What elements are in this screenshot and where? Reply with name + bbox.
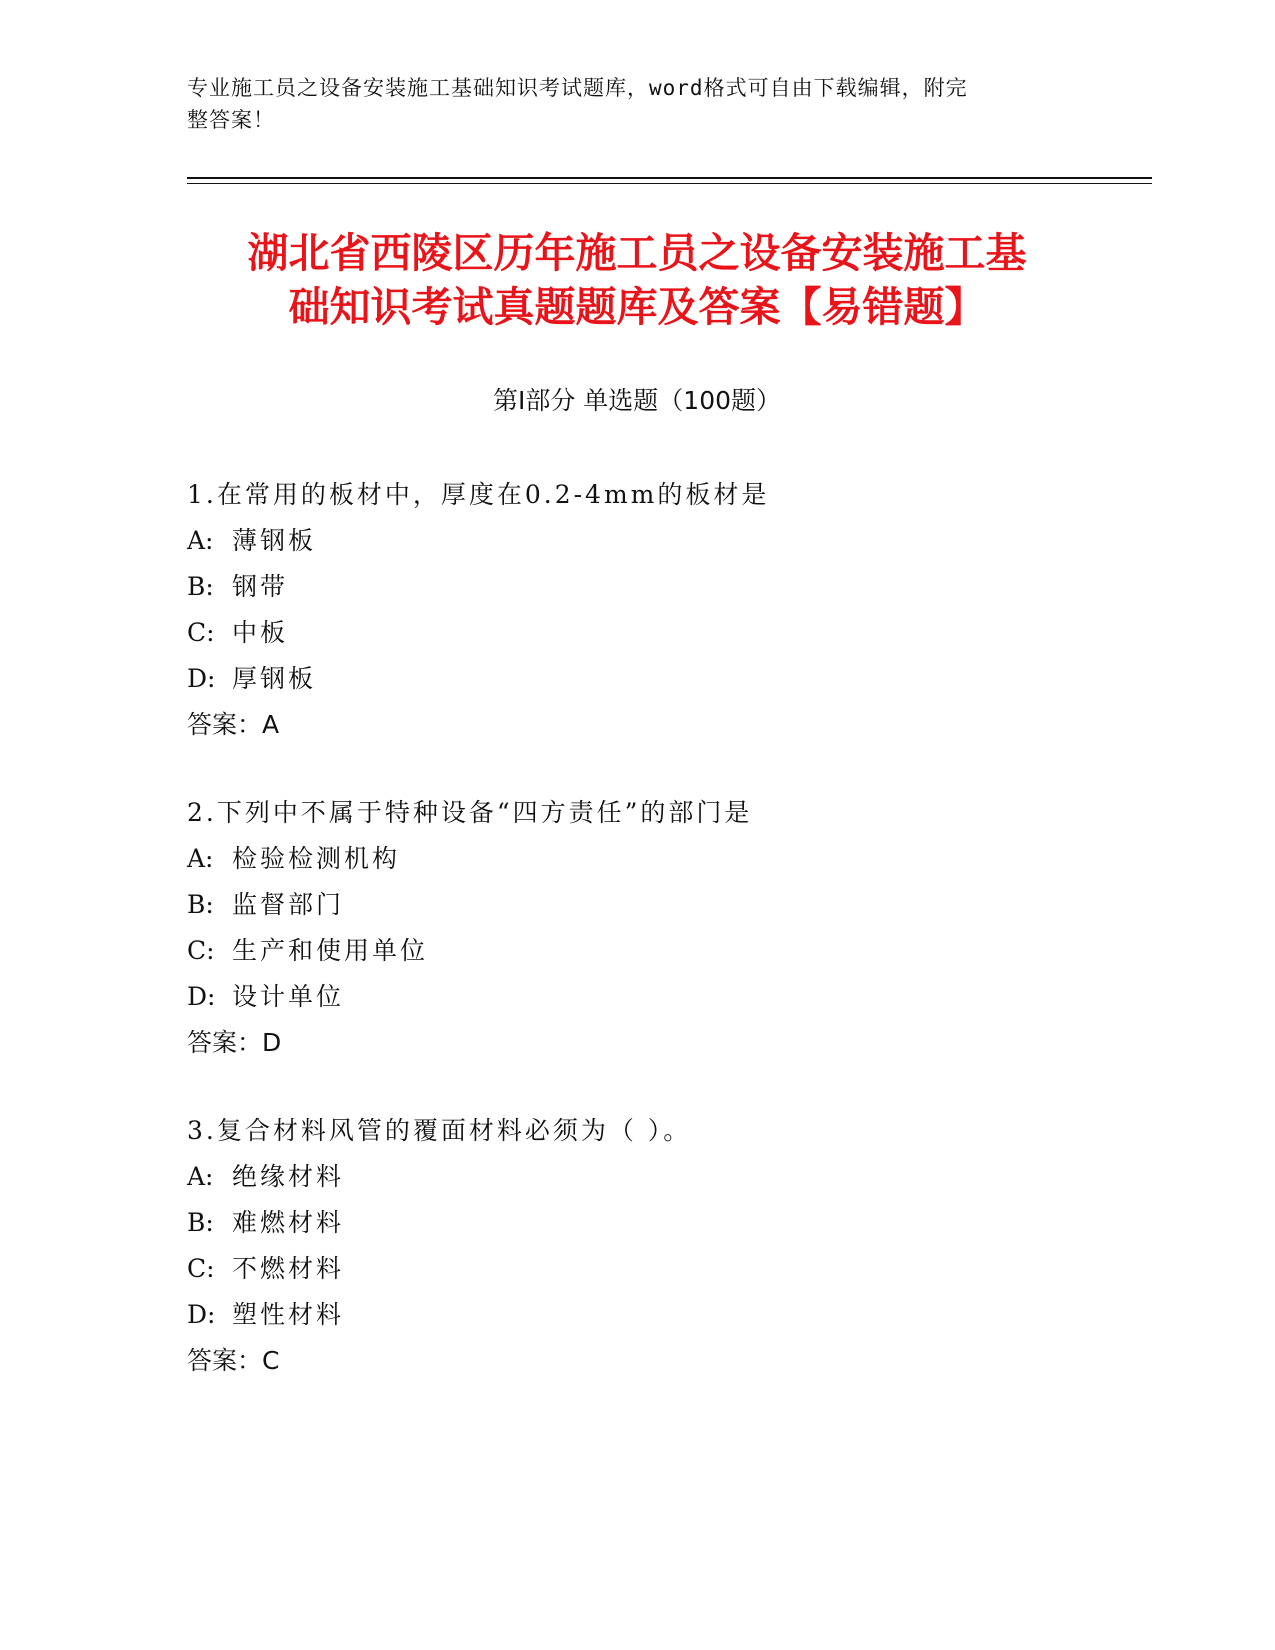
option-text: 设计单位 — [232, 982, 345, 1011]
option-a — [187, 836, 1087, 882]
option-d — [187, 974, 1087, 1020]
option-text: 厚钢板 — [232, 664, 317, 693]
option-b — [187, 882, 1087, 928]
option-letter: A: — [187, 526, 214, 555]
header-divider-thin — [187, 183, 1152, 184]
option-d — [187, 656, 1087, 702]
header-divider-thick — [187, 177, 1152, 179]
option-letter: C: — [187, 936, 215, 965]
answer: 答案：D — [187, 1028, 282, 1057]
option-a — [187, 1154, 1087, 1200]
option-text: 生产和使用单位 — [232, 936, 429, 965]
option-letter: C: — [187, 618, 215, 647]
option-text: 中板 — [232, 618, 289, 647]
title-line-1: 湖北省西陵区历年施工员之设备安装施工基 — [247, 229, 1027, 277]
option-letter: B: — [187, 572, 214, 601]
intro-line-2: 整答案！ — [187, 108, 275, 132]
option-b — [187, 1200, 1087, 1246]
option-c — [187, 928, 1087, 974]
answer: 答案：A — [187, 710, 280, 739]
option-letter: B: — [187, 890, 214, 919]
answer: 答案：C — [187, 1346, 280, 1375]
document-title — [187, 226, 1087, 334]
option-text: 薄钢板 — [232, 526, 317, 555]
option-c — [187, 610, 1087, 656]
question-2 — [187, 790, 1087, 1066]
title-line-2: 础知识考试真题题库及答案【易错题】 — [288, 283, 986, 331]
option-d — [187, 1292, 1087, 1338]
question-text: 3.复合材料风管的覆面材料必须为（ ）。 — [187, 1116, 692, 1145]
question-3 — [187, 1108, 1087, 1384]
option-letter: A: — [187, 844, 214, 873]
question-text: 1.在常用的板材中，厚度在0.2-4mm的板材是 — [187, 480, 770, 509]
option-text: 难燃材料 — [232, 1208, 345, 1237]
option-text: 塑性材料 — [232, 1300, 345, 1329]
option-letter: C: — [187, 1254, 215, 1283]
intro-line-1: 专业施工员之设备安装施工基础知识考试题库，word格式可自由下载编辑，附完 — [187, 76, 968, 100]
option-text: 监督部门 — [232, 890, 345, 919]
option-letter: D: — [187, 664, 216, 693]
option-letter: B: — [187, 1208, 214, 1237]
option-letter: D: — [187, 1300, 216, 1329]
question-1 — [187, 472, 1087, 748]
option-letter: D: — [187, 982, 216, 1011]
option-text: 检验检测机构 — [232, 844, 401, 873]
intro-text — [187, 72, 1067, 136]
option-text: 不燃材料 — [232, 1254, 345, 1283]
option-a — [187, 518, 1087, 564]
option-letter: A: — [187, 1162, 214, 1191]
option-text: 绝缘材料 — [232, 1162, 345, 1191]
question-text: 2.下列中不属于特种设备“四方责任”的部门是 — [187, 798, 753, 827]
option-b — [187, 564, 1087, 610]
section-heading: 第Ⅰ部分 单选题（100题） — [492, 386, 782, 415]
option-text: 钢带 — [232, 572, 289, 601]
option-c — [187, 1246, 1087, 1292]
